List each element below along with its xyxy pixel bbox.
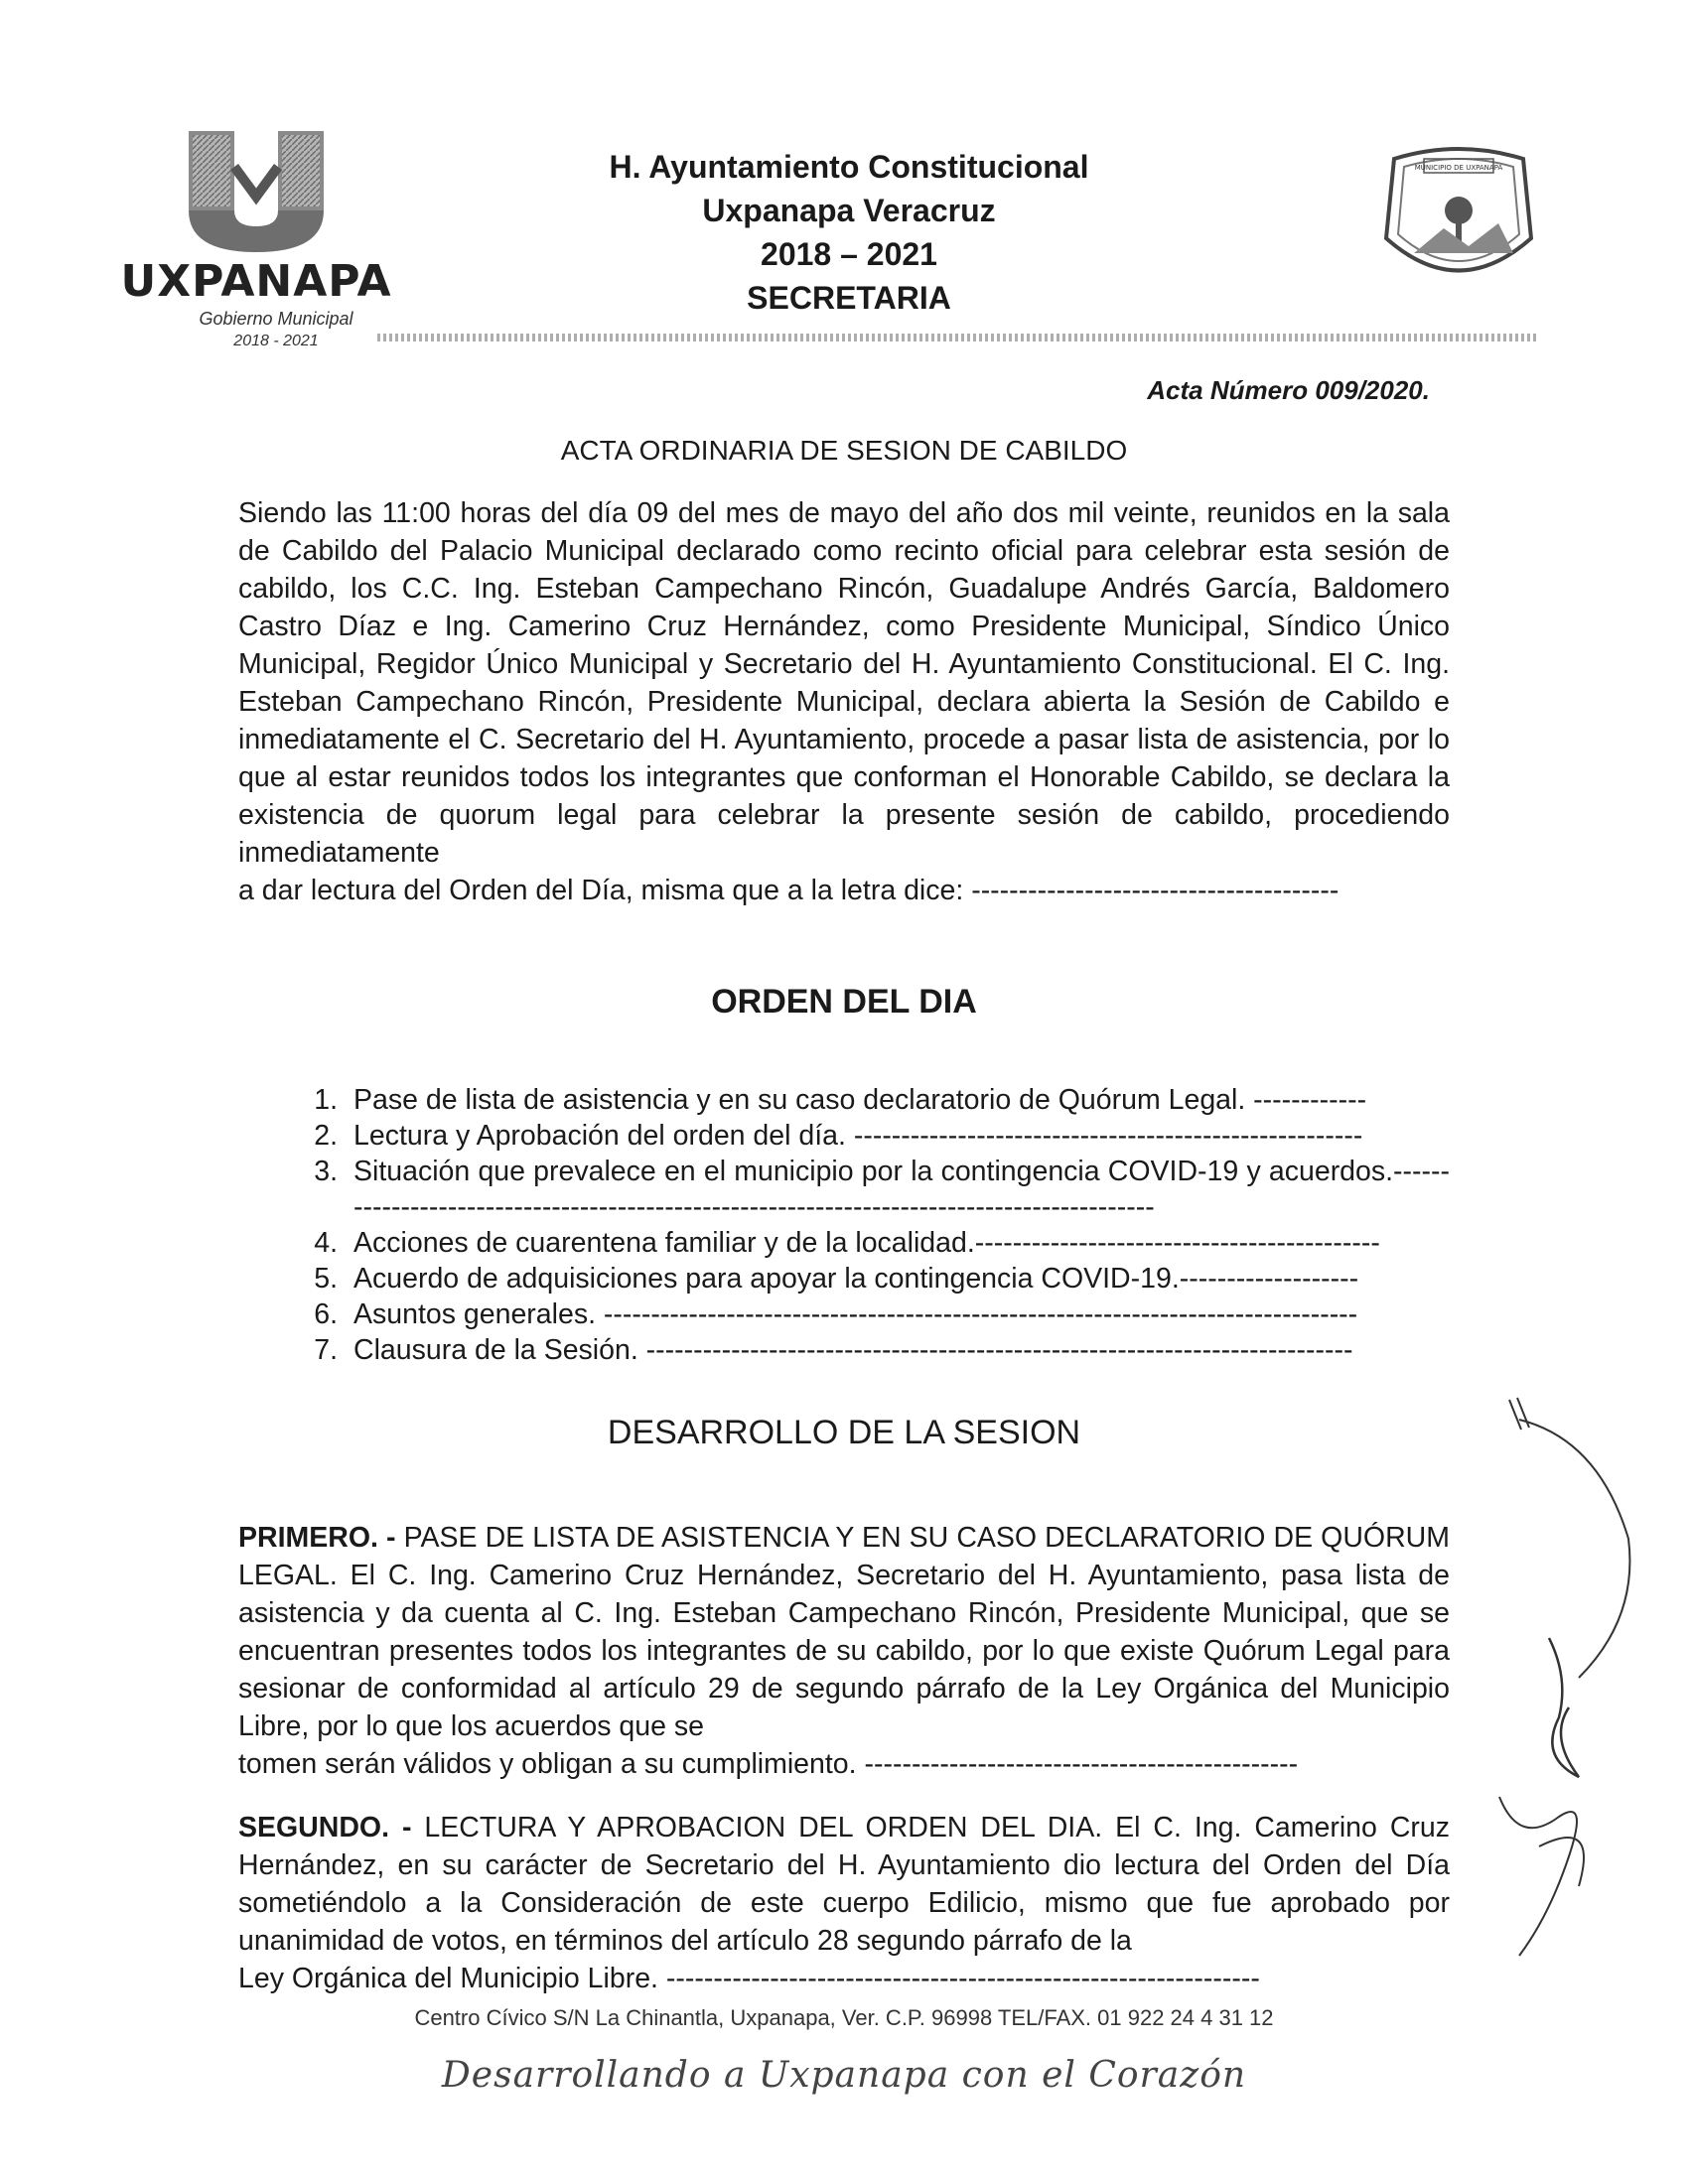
header-divider	[377, 334, 1539, 341]
intro-last-line: a dar lectura del Orden del Día, misma que a la letra dice: ---------------------------------------	[238, 875, 1340, 906]
municipal-seal-icon	[1374, 129, 1543, 298]
agenda-item-text: Lectura y Aprobación del orden del día. ------------------------------------------------------	[353, 1120, 1363, 1152]
logo-wordmark: UXPANAPA	[120, 256, 392, 307]
acta-number: Acta Número 009/2020.	[1147, 375, 1430, 405]
agenda-item-number: 6.	[314, 1298, 338, 1330]
header-line-municipio: Uxpanapa Veracruz	[702, 193, 996, 228]
agenda-item	[238, 1082, 1450, 1118]
header-line-ayuntamiento: H. Ayuntamiento Constitucional	[609, 149, 1089, 185]
agenda-item-text: Situación que prevalece en el municipio por la contingencia COVID-19 y acuerdos.-------------------------------------------------------------------------------------------	[353, 1156, 1450, 1223]
primero-paragraph	[238, 1519, 1450, 1783]
segundo-paragraph	[238, 1809, 1450, 1997]
segundo-label: SEGUNDO. -	[238, 1812, 412, 1843]
agenda-item	[238, 1332, 1450, 1368]
segundo-body: LECTURA Y APROBACION DEL ORDEN DEL DIA. El C. Ing. Camerino Cruz Hernández, en su carácter de Secretario del H. Ayuntamiento dio lectura del Orden del Día sometiéndolo a la Consideración de este cuerpo Edilicio, mismo que fue aprobado por unanimidad de votos, en términos del artículo 28 segundo párrafo de la	[238, 1812, 1450, 1957]
agenda-item-text: Acciones de cuarentena familiar y de la localidad.-------------------------------------------	[353, 1227, 1380, 1259]
agenda-item-number: 7.	[314, 1334, 338, 1366]
desarrollo-title: DESARROLLO DE LA SESION	[607, 1414, 1081, 1451]
agenda-item-number: 2.	[314, 1120, 338, 1152]
header-line-secretaria: SECRETARIA	[747, 280, 951, 316]
agenda-item-text: Asuntos generales. --------------------------------------------------------------------------------	[353, 1298, 1358, 1330]
agenda-list	[238, 1082, 1450, 1368]
agenda-item-number: 5.	[314, 1263, 338, 1295]
handwritten-signature-icon	[1460, 1380, 1658, 1976]
agenda-item	[238, 1225, 1450, 1261]
logo-u-mark-icon	[185, 127, 328, 256]
uxpanapa-logo	[117, 127, 395, 355]
agenda-item-text: Pase de lista de asistencia y en su caso declaratorio de Quórum Legal. ------------	[353, 1084, 1367, 1116]
footer-slogan: Desarrollando a Uxpanapa con el Corazón	[441, 2055, 1247, 2096]
agenda-item-number: 4.	[314, 1227, 338, 1259]
acta-title: ACTA ORDINARIA DE SESION DE CABILDO	[560, 435, 1128, 466]
primero-body: PASE DE LISTA DE ASISTENCIA Y EN SU CASO DECLARATORIO DE QUÓRUM LEGAL. El C. Ing. Camerino Cruz Hernández, Secretario del H. Ayuntamiento, pasa lista de asistencia y da cuenta al C. Ing. Esteban Campechano Rincón, Presidente Municipal, que se encuentran presentes todos los integrantes de su cabildo, por lo que existe Quórum Legal para sesionar de conformidad al artículo 29 de segundo párrafo de la Ley Orgánica del Municipio Libre, por lo que los acuerdos que se	[238, 1522, 1450, 1742]
footer-address: Centro Cívico S/N La Chinantla, Uxpanapa, Ver. C.P. 96998 TEL/FAX. 01 922 24 4 31 12	[414, 2005, 1274, 2030]
intro-paragraph	[238, 494, 1450, 909]
seal-text: MUNICIPIO DE UXPANAPA	[1414, 164, 1503, 172]
segundo-last-line: Ley Orgánica del Municipio Libre. ---------------------------------------------------------------	[238, 1963, 1260, 1994]
agenda-item-number: 1.	[314, 1084, 338, 1116]
primero-body-block	[238, 1519, 1450, 1745]
logo-subtitle: Gobierno Municipal	[199, 309, 353, 329]
agenda-item	[238, 1297, 1450, 1332]
agenda-item	[238, 1261, 1450, 1297]
logo-years: 2018 - 2021	[233, 333, 319, 349]
header-line-period: 2018 – 2021	[761, 236, 937, 272]
primero-last-line: tomen serán válidos y obligan a su cumplimiento. ----------------------------------------------	[238, 1748, 1299, 1780]
orden-del-dia-title: ORDEN DEL DIA	[711, 983, 977, 1021]
primero-label: PRIMERO. -	[238, 1522, 396, 1554]
intro-body: Siendo las 11:00 horas del día 09 del mes de mayo del año dos mil veinte, reunidos en la sala de Cabildo del Palacio Municipal declarado como recinto oficial para celebrar esta sesión de cabildo, los C.C. Ing. Esteban Campechano Rincón, Guadalupe Andrés García, Baldomero Castro Díaz e Ing. Camerino Cruz Hernández, como Presidente Municipal, Síndico Único Municipal, Regidor Único Municipal y Secretario del H. Ayuntamiento Constitucional. El C. Ing. Esteban Campechano Rincón, Presidente Municipal, declara abierta la Sesión de Cabildo e inmediatamente el C. Secretario del H. Ayuntamiento, procede a pasar lista de asistencia, por lo que al estar reunidos todos los integrantes que conforman el Honorable Cabildo, se declara la existencia de quorum legal para celebrar la presente sesión de cabildo, procediendo inmediatamente	[238, 497, 1450, 869]
agenda-item-text: Acuerdo de adquisiciones para apoyar la contingencia COVID-19.-------------------	[353, 1263, 1359, 1295]
segundo-body-block	[238, 1809, 1450, 1960]
agenda-item	[238, 1118, 1450, 1154]
agenda-item	[238, 1154, 1450, 1225]
agenda-item-text: Clausura de la Sesión. ---------------------------------------------------------------------------	[353, 1334, 1353, 1366]
agenda-item-number: 3.	[314, 1156, 338, 1187]
